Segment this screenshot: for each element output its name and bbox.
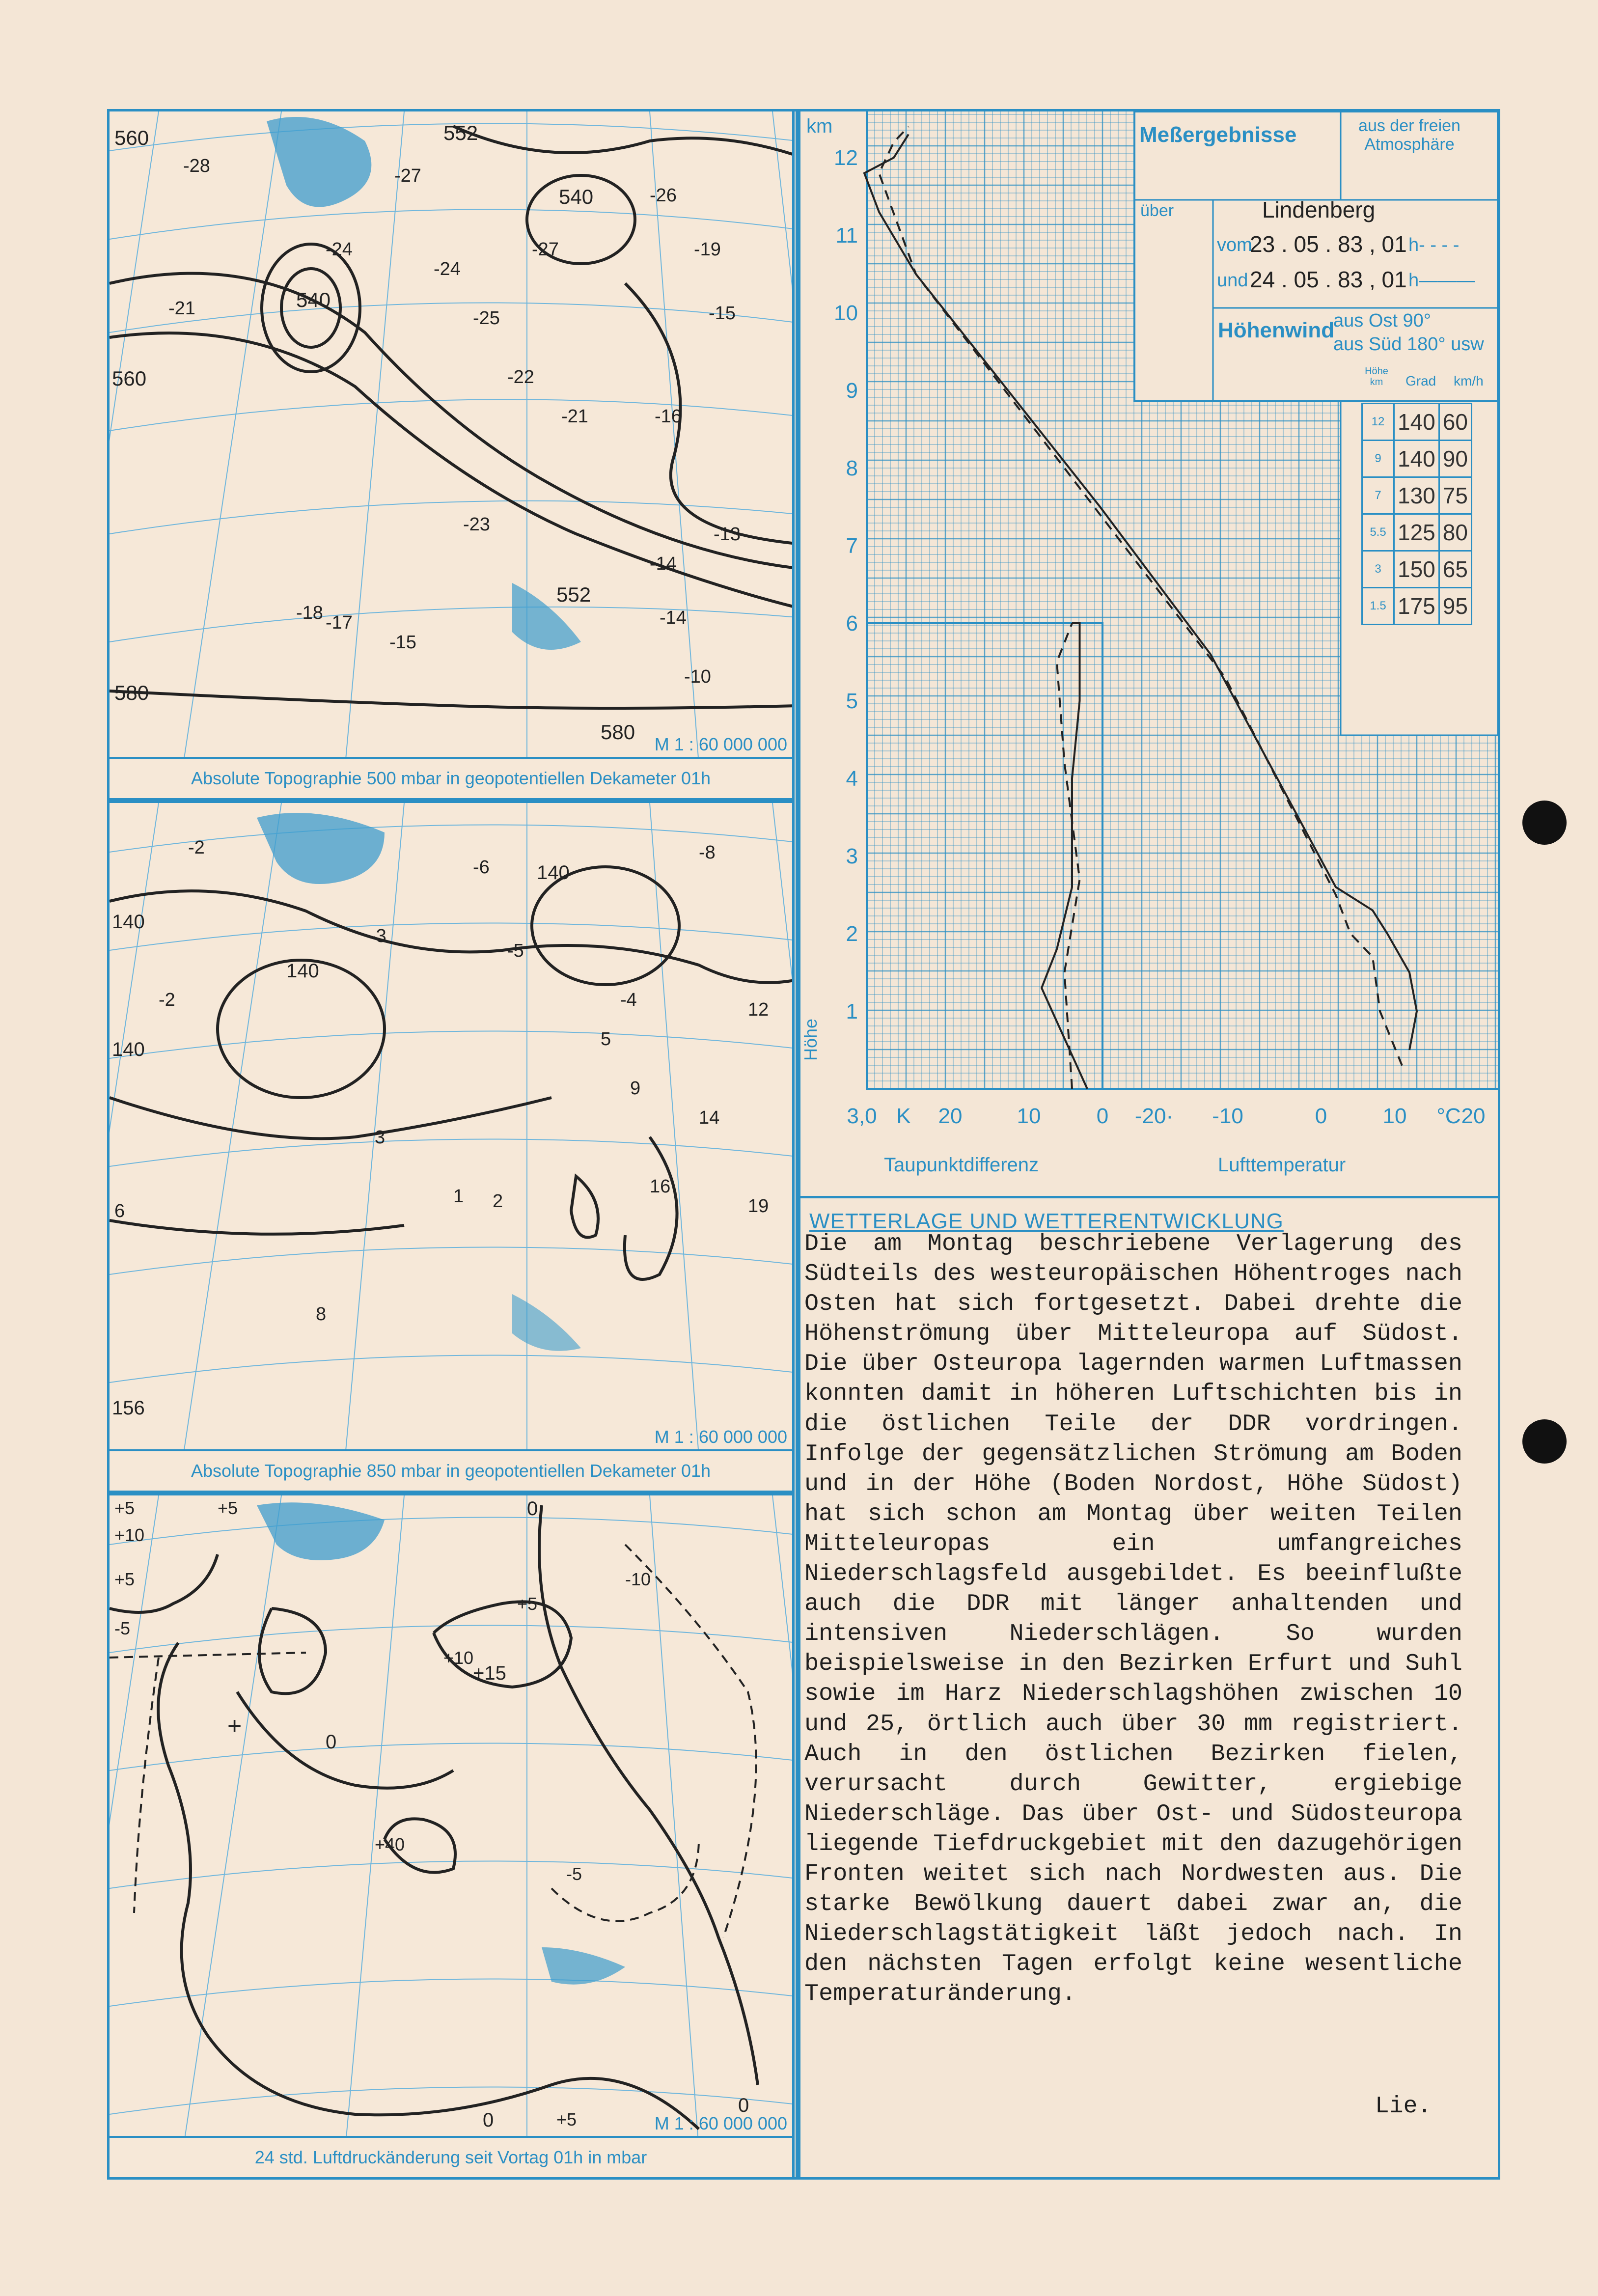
map1-label: 552 xyxy=(443,121,478,144)
col-kmh: km/h xyxy=(1454,373,1484,388)
map-pressure-drawing xyxy=(110,1495,795,2149)
map3-label: +5 xyxy=(114,1569,135,1589)
wind-cell-kmh: 60 xyxy=(1439,404,1471,441)
map1-label: 580 xyxy=(114,681,149,704)
wind-row xyxy=(1362,441,1472,477)
map1-label: -10 xyxy=(684,666,711,687)
sounding-title: Meßergebnisse xyxy=(1139,123,1297,147)
map-caption: 24 std. Luftdruckänderung seit Vortag 01h in mbar xyxy=(110,2136,792,2177)
map3-label: +5 xyxy=(556,2109,577,2130)
x-tick-label: °C xyxy=(1436,1104,1461,1128)
wind-cell-h: 7 xyxy=(1362,477,1394,514)
map-scale: M 1 : 60 000 000 xyxy=(654,1427,787,1447)
from-date: 23 . 05 . 83 , 01 xyxy=(1250,231,1407,257)
map3-label: +5 xyxy=(517,1594,538,1614)
map2-label: -4 xyxy=(620,990,637,1010)
punch-hole xyxy=(1522,1419,1567,1464)
map-caption: Absolute Topographie 500 mbar in geopotentiellen Dekameter 01h xyxy=(110,757,792,798)
map3-label: 0 xyxy=(738,2095,749,2116)
wind-cell-grad: 150 xyxy=(1394,551,1439,588)
map2-label: 12 xyxy=(748,999,769,1020)
y-tick-label: 12 xyxy=(834,146,858,170)
map3-label: +40 xyxy=(375,1834,405,1854)
map1-label: -13 xyxy=(714,524,741,545)
wind-cell-h: 1.5 xyxy=(1362,588,1394,625)
over-label: über xyxy=(1140,201,1174,220)
y-tick-label: 7 xyxy=(846,534,858,558)
wind-row xyxy=(1362,551,1472,588)
map1-label: 540 xyxy=(296,288,331,311)
dashed-legend: h- - - - xyxy=(1408,235,1460,255)
and-prefix: und xyxy=(1217,270,1248,291)
map2-label: 5 xyxy=(601,1029,611,1050)
wind-cell-kmh: 80 xyxy=(1439,514,1471,551)
map1-label: -19 xyxy=(694,239,721,260)
map2-label: 16 xyxy=(650,1176,671,1197)
map2-label: -3 xyxy=(370,926,386,946)
map3-label: +15 xyxy=(473,1662,506,1684)
map2-label: 8 xyxy=(316,1304,327,1325)
wind-row xyxy=(1362,477,1472,514)
col-hoehe: Höhe km xyxy=(1365,366,1388,387)
map2-label: 2 xyxy=(493,1191,503,1212)
map1-label: -16 xyxy=(655,406,682,427)
wind-cell-h: 3 xyxy=(1362,551,1394,588)
map2-label: 140 xyxy=(112,1039,145,1060)
map2-label: 156 xyxy=(112,1397,145,1419)
lufttemp-label: Lufttemperatur xyxy=(1218,1154,1346,1176)
solid-legend: h——— xyxy=(1408,270,1475,291)
y-tick-label: 1 xyxy=(846,999,858,1024)
map3-label: -10 xyxy=(625,1569,651,1589)
wind-cell-kmh: 95 xyxy=(1439,588,1471,625)
y-tick-label: 3 xyxy=(846,844,858,868)
map2-label: -6 xyxy=(473,857,490,878)
sounding-subtitle: aus der freien Atmosphäre xyxy=(1358,116,1460,154)
map2-label: 1 xyxy=(453,1186,464,1207)
wind-row xyxy=(1362,404,1472,441)
map3-label: +5 xyxy=(114,1498,135,1518)
map1-label: 560 xyxy=(114,126,149,149)
map1-label: -21 xyxy=(168,298,195,319)
map-caption: Absolute Topographie 850 mbar in geopotentiellen Dekameter 01h xyxy=(110,1449,792,1491)
map3-label: +10 xyxy=(114,1525,145,1545)
dewpoint-curve-dashed xyxy=(1057,623,1080,1089)
map3-label: -5 xyxy=(114,1618,131,1638)
map2-label: 3 xyxy=(375,1127,386,1148)
x-tick-label: 3,0 xyxy=(847,1104,877,1128)
map3-label: 0 xyxy=(527,1498,538,1520)
map2-label: 140 xyxy=(286,960,319,982)
map1-label: -14 xyxy=(660,608,687,628)
y-tick-label: 10 xyxy=(834,301,858,325)
x-tick-label: -20· xyxy=(1134,1104,1174,1128)
map1-label: -26 xyxy=(650,185,677,206)
y-tick-label: 2 xyxy=(846,922,858,946)
weather-heading: WETTERLAGE UND WETTERENTWICKLUNG xyxy=(809,1209,1284,1233)
y-tick-label: 11 xyxy=(835,223,858,248)
and-date: 24 . 05 . 83 , 01 xyxy=(1250,267,1407,292)
from-prefix: vom xyxy=(1217,235,1252,255)
dewpoint-curve-solid xyxy=(1042,623,1087,1089)
y-tick-label: 5 xyxy=(846,689,858,713)
map1-label: -24 xyxy=(326,239,353,260)
map1-label: 580 xyxy=(601,720,635,744)
map1-label: -27 xyxy=(532,239,559,260)
x-tick-label: 10 xyxy=(1017,1104,1041,1128)
wind-cell-grad: 140 xyxy=(1394,441,1439,477)
taupunkt-label: Taupunktdifferenz xyxy=(884,1154,1039,1176)
map2-label: -2 xyxy=(188,837,205,858)
wind-cell-grad: 175 xyxy=(1394,588,1439,625)
map-scale: M 1 : 60 000 000 xyxy=(654,734,787,754)
map1-label: -15 xyxy=(709,303,736,324)
station-name: Lindenberg xyxy=(1262,197,1376,222)
col-grad: Grad xyxy=(1405,373,1436,388)
map-850mbar xyxy=(107,801,795,1493)
y-tick-label: 6 xyxy=(846,611,858,636)
map1-label: -14 xyxy=(650,553,677,574)
km-label: km xyxy=(806,115,833,137)
punch-hole xyxy=(1522,801,1567,845)
map2-label: 140 xyxy=(112,911,145,933)
weather-text: Die am Montag beschriebene Verlagerung des Südteils des westeuropäischen Höhentroges nach Osten hat sich fortgesetzt. Dabei drehte die Höhenströmung über Mitteleuropa auf Südost. Die über Osteuropa lagernden warmen Luftmassen konnten damit in höheren Luftschichten bis in die östlichen Teile der DDR vordringen. Infolge der gegensätzlichen Strömung am Boden und in der Höhe (Boden Nordost, Höhe Südost) hat sich schon am Montag über weiten Teilen Mitteleuropas ein umfangreiches Niederschlagsfeld ausgebildet. Es beeinflußte auch die DDR mit länger anhaltenden und intensiven Niederschlägen. So wurden beispielsweise in den Bezirken Erfurt und Suhl sowie im Harz Niederschlagshöhen zwischen 10 und 25, örtlich auch über 30 mm registriert. Auch in den östlichen Bezirken fielen, verursacht durch Gewitter, ergiebige Niederschläge. Das über Ost- und Südosteuropa liegende Tiefdruckgebiet mit den dazugehörigen Fronten weitet sich nach Nordwesten aus. Die starke Bewölkung dauert dabei zwar an, die Niederschlagstätigkeit läßt jedoch nach. In den nächsten Tagen erfolgt keine wesentliche Temperaturänderung. xyxy=(804,1230,1462,2008)
hoehenwind-label: Höhenwind xyxy=(1218,318,1335,342)
map1-label: -28 xyxy=(183,156,210,176)
map1-label: 552 xyxy=(556,583,591,606)
x-tick-label: 0 xyxy=(1096,1104,1109,1128)
map2-label: 6 xyxy=(114,1201,125,1221)
x-tick-label: 20 xyxy=(938,1104,963,1128)
map3-label: +10 xyxy=(443,1648,474,1668)
map1-label: -18 xyxy=(296,603,323,623)
y-tick-label: 4 xyxy=(846,767,858,791)
x-tick-label: 10 xyxy=(1382,1104,1407,1128)
map-pressure-change xyxy=(107,1493,795,2180)
wind-row xyxy=(1362,588,1472,625)
signature: Lie. xyxy=(1375,2093,1432,2120)
map-scale: M 1 : 60 000 000 xyxy=(654,2113,787,2133)
map2-label: -8 xyxy=(699,842,716,863)
map1-label: -23 xyxy=(463,514,490,535)
wind-row xyxy=(1362,514,1472,551)
x-tick-label: 0 xyxy=(1315,1104,1327,1128)
y-tick-label: 9 xyxy=(846,379,858,403)
map3-label: -5 xyxy=(566,1864,582,1884)
x-tick-label: 20 xyxy=(1461,1104,1486,1128)
x-tick-label: K xyxy=(896,1104,911,1128)
map3-label: + xyxy=(227,1712,242,1740)
map-500mbar xyxy=(107,109,795,801)
map3-label: +5 xyxy=(218,1498,238,1518)
wind-cell-kmh: 90 xyxy=(1439,441,1471,477)
y-tick-label: 8 xyxy=(846,456,858,480)
map1-label: -25 xyxy=(473,308,500,329)
wind-table xyxy=(1361,403,1472,625)
wind-cell-kmh: 75 xyxy=(1439,477,1471,514)
map2-label: 9 xyxy=(630,1078,641,1099)
wind-cell-h: 9 xyxy=(1362,441,1394,477)
wind-cell-kmh: 65 xyxy=(1439,551,1471,588)
map1-label: -24 xyxy=(434,259,461,279)
map3-label: 0 xyxy=(483,2109,494,2131)
map1-label: -15 xyxy=(389,632,416,653)
divider-line xyxy=(798,1196,1500,1198)
wind-south-note: aus Süd 180° usw xyxy=(1333,334,1484,355)
map1-label: -27 xyxy=(394,166,421,186)
wind-cell-h: 5.5 xyxy=(1362,514,1394,551)
map3-label: 0 xyxy=(326,1731,337,1753)
wind-cell-h: 12 xyxy=(1362,404,1394,441)
map2-label: -2 xyxy=(159,990,175,1010)
map2-label: -5 xyxy=(507,941,524,961)
hoehe-label: Höhe xyxy=(800,1018,821,1061)
x-tick-label: -10 xyxy=(1212,1104,1243,1128)
wind-cell-grad: 140 xyxy=(1394,404,1439,441)
map2-label: 140 xyxy=(537,862,570,884)
wind-cell-grad: 130 xyxy=(1394,477,1439,514)
map1-label: -22 xyxy=(507,367,534,387)
map2-label: 19 xyxy=(748,1196,769,1217)
map-850mbar-drawing xyxy=(110,803,795,1456)
wind-cell-grad: 125 xyxy=(1394,514,1439,551)
map1-label: 560 xyxy=(112,367,147,390)
map1-label: -21 xyxy=(561,406,588,427)
map1-label: -17 xyxy=(326,612,353,633)
wind-east-note: aus Ost 90° xyxy=(1333,310,1431,331)
map2-label: 14 xyxy=(699,1107,720,1128)
map1-label: 540 xyxy=(559,185,594,208)
